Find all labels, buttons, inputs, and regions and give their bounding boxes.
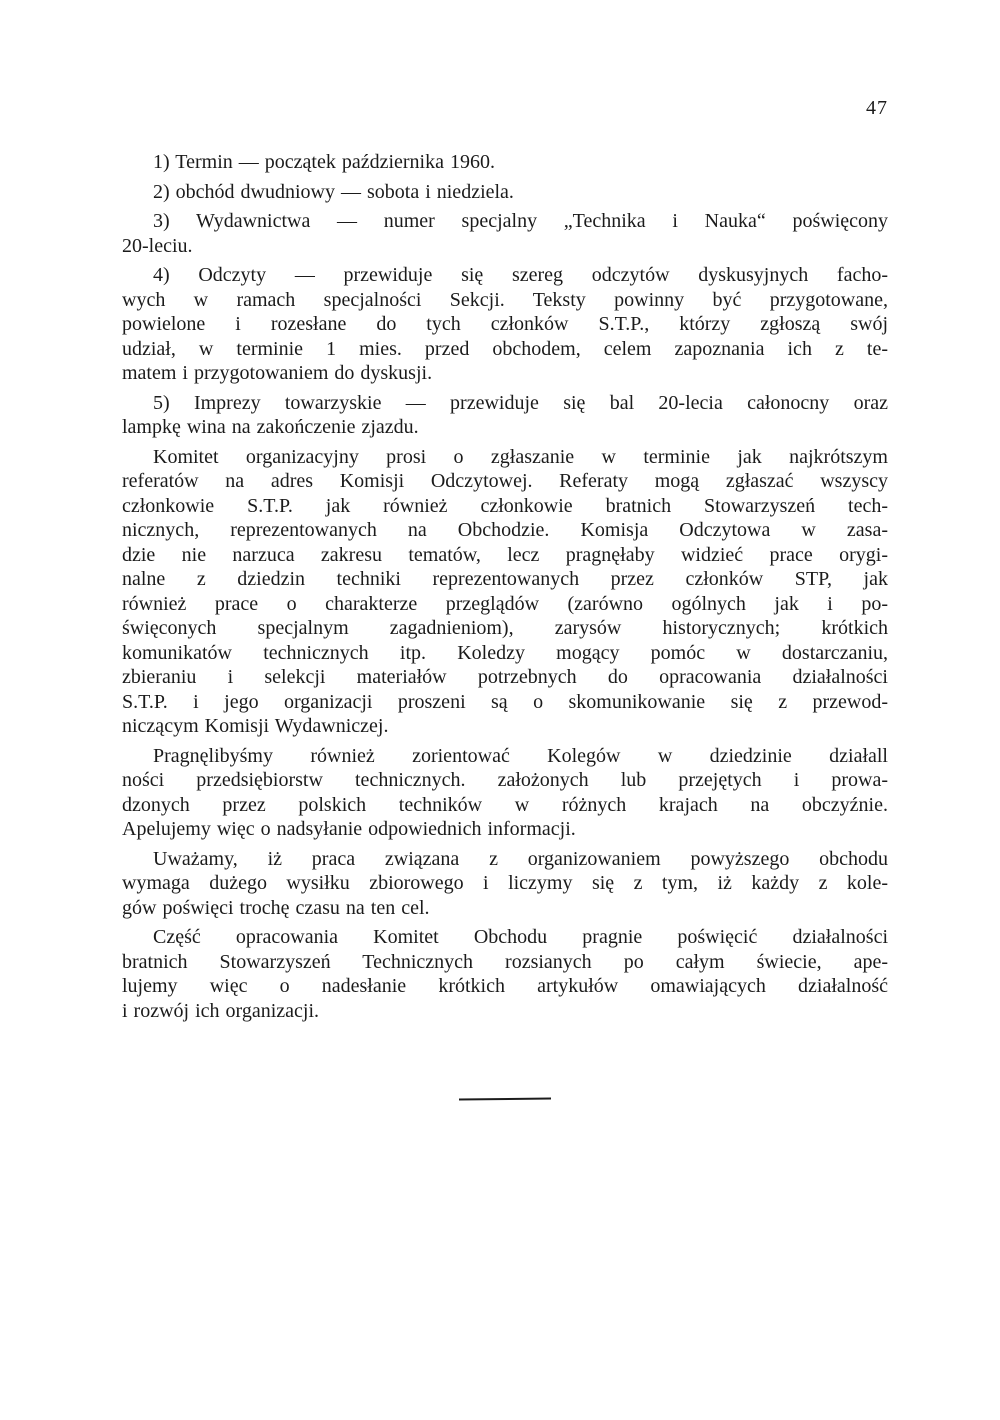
paragraph: [122, 209, 888, 258]
text-line: niczącym Komisji Wydawniczej.: [122, 715, 389, 737]
text-line: 3) Wydawnictwa — numer specjalny „Technika i Nauka“ poświęcony: [153, 210, 888, 232]
text-line: 20-leciu.: [122, 234, 193, 257]
paragraph: [122, 180, 888, 205]
paragraph: [122, 263, 888, 386]
text-line: gów poświęci trochę czasu na ten cel.: [122, 896, 430, 919]
text-line: ności przedsiębiorstw technicznych. założonych lub przejętych i prowa-: [122, 769, 888, 791]
text-line: 5) Imprezy towarzyskie — przewiduje się bal 20-lecia całonocny oraz: [153, 391, 888, 414]
text-line: wymaga dużego wysiłku zbiorowego i liczymy się z tym, iż każdy z kole-: [122, 872, 888, 894]
page-content: [122, 150, 888, 1023]
text-line: matem i przygotowaniem do dyskusji.: [122, 362, 433, 384]
text-line: nalne z dziedzin techniki reprezentowanych przez członków STP, jak: [122, 568, 888, 590]
text-line: Apelujemy więc o nadsyłanie odpowiednich informacji.: [122, 818, 576, 840]
section-divider: [459, 1098, 551, 1101]
paragraph: [122, 391, 888, 440]
text-line: święconych specjalnym zagadnieniom), zarysów historycznych; krótkich: [122, 617, 888, 639]
paragraph: [122, 744, 888, 842]
paragraph: [122, 150, 888, 175]
text-line: i rozwój ich organizacji.: [122, 999, 320, 1022]
text-line: członkowie S.T.P. jak również członkowie bratnich Stowarzyszeń tech-: [122, 494, 888, 517]
text-line: wych w ramach specjalności Sekcji. Teksty powinny być przygotowane,: [122, 288, 888, 311]
text-line: Pragnęlibyśmy również zorientować Kolegów w dziedzinie działall: [153, 744, 888, 767]
text-line: lampkę wina na zakończenie zjazdu.: [122, 416, 419, 438]
text-line: lujemy więc o nadesłanie krótkich artykułów omawiających działalność: [122, 975, 888, 997]
text-line: Komitet organizacyjny prosi o zgłaszanie w terminie jak najkrótszym: [153, 445, 888, 468]
paragraph: [122, 445, 888, 739]
text-line: 2) obchód dwudniowy — sobota i niedziela.: [153, 180, 514, 203]
page-number: 47: [866, 97, 888, 119]
text-line: Część opracowania Komitet Obchodu pragnie poświęcić działalności: [153, 926, 888, 948]
text-line: bratnich Stowarzyszeń Technicznych rozsianych po całym świecie, ape-: [122, 950, 888, 973]
paragraph: [122, 847, 888, 921]
paragraph: [122, 925, 888, 1023]
text-line: udział, w terminie 1 mies. przed obchodem, celem zapoznania ich z te-: [122, 337, 888, 360]
text-line: powielone i rozesłane do tych członków S.T.P., którzy zgłoszą swój: [122, 313, 888, 335]
text-line: również prace o charakterze przeglądów (zarówno ogólnych jak i po-: [122, 592, 888, 615]
text-line: dzie nie narzuca zakresu tematów, lecz pragnęłaby widzieć prace orygi-: [122, 543, 888, 566]
text-line: dzonych przez polskich techników w różnych krajach na obczyźnie.: [122, 793, 888, 816]
text-line: referatów na adres Komisji Odczytowej. Referaty mogą zgłaszać wszyscy: [122, 470, 888, 492]
text-line: komunikatów technicznych itp. Koledzy mogący pomóc w dostarczaniu,: [122, 641, 888, 664]
text-line: zbieraniu i selekcji materiałów potrzebnych do opracowania działalności: [122, 666, 888, 688]
text-line: nicznych, reprezentowanych na Obchodzie. Komisja Odczytowa w zasa-: [122, 519, 888, 541]
text-line: 1) Termin — początek października 1960.: [153, 151, 495, 173]
text-line: 4) Odczyty — przewiduje się szereg odczytów dyskusyjnych facho-: [153, 264, 888, 286]
text-line: S.T.P. i jego organizacji proszeni są o skomunikowanie się z przewod-: [122, 690, 888, 713]
text-line: Uważamy, iż praca związana z organizowaniem powyższego obchodu: [153, 847, 888, 870]
